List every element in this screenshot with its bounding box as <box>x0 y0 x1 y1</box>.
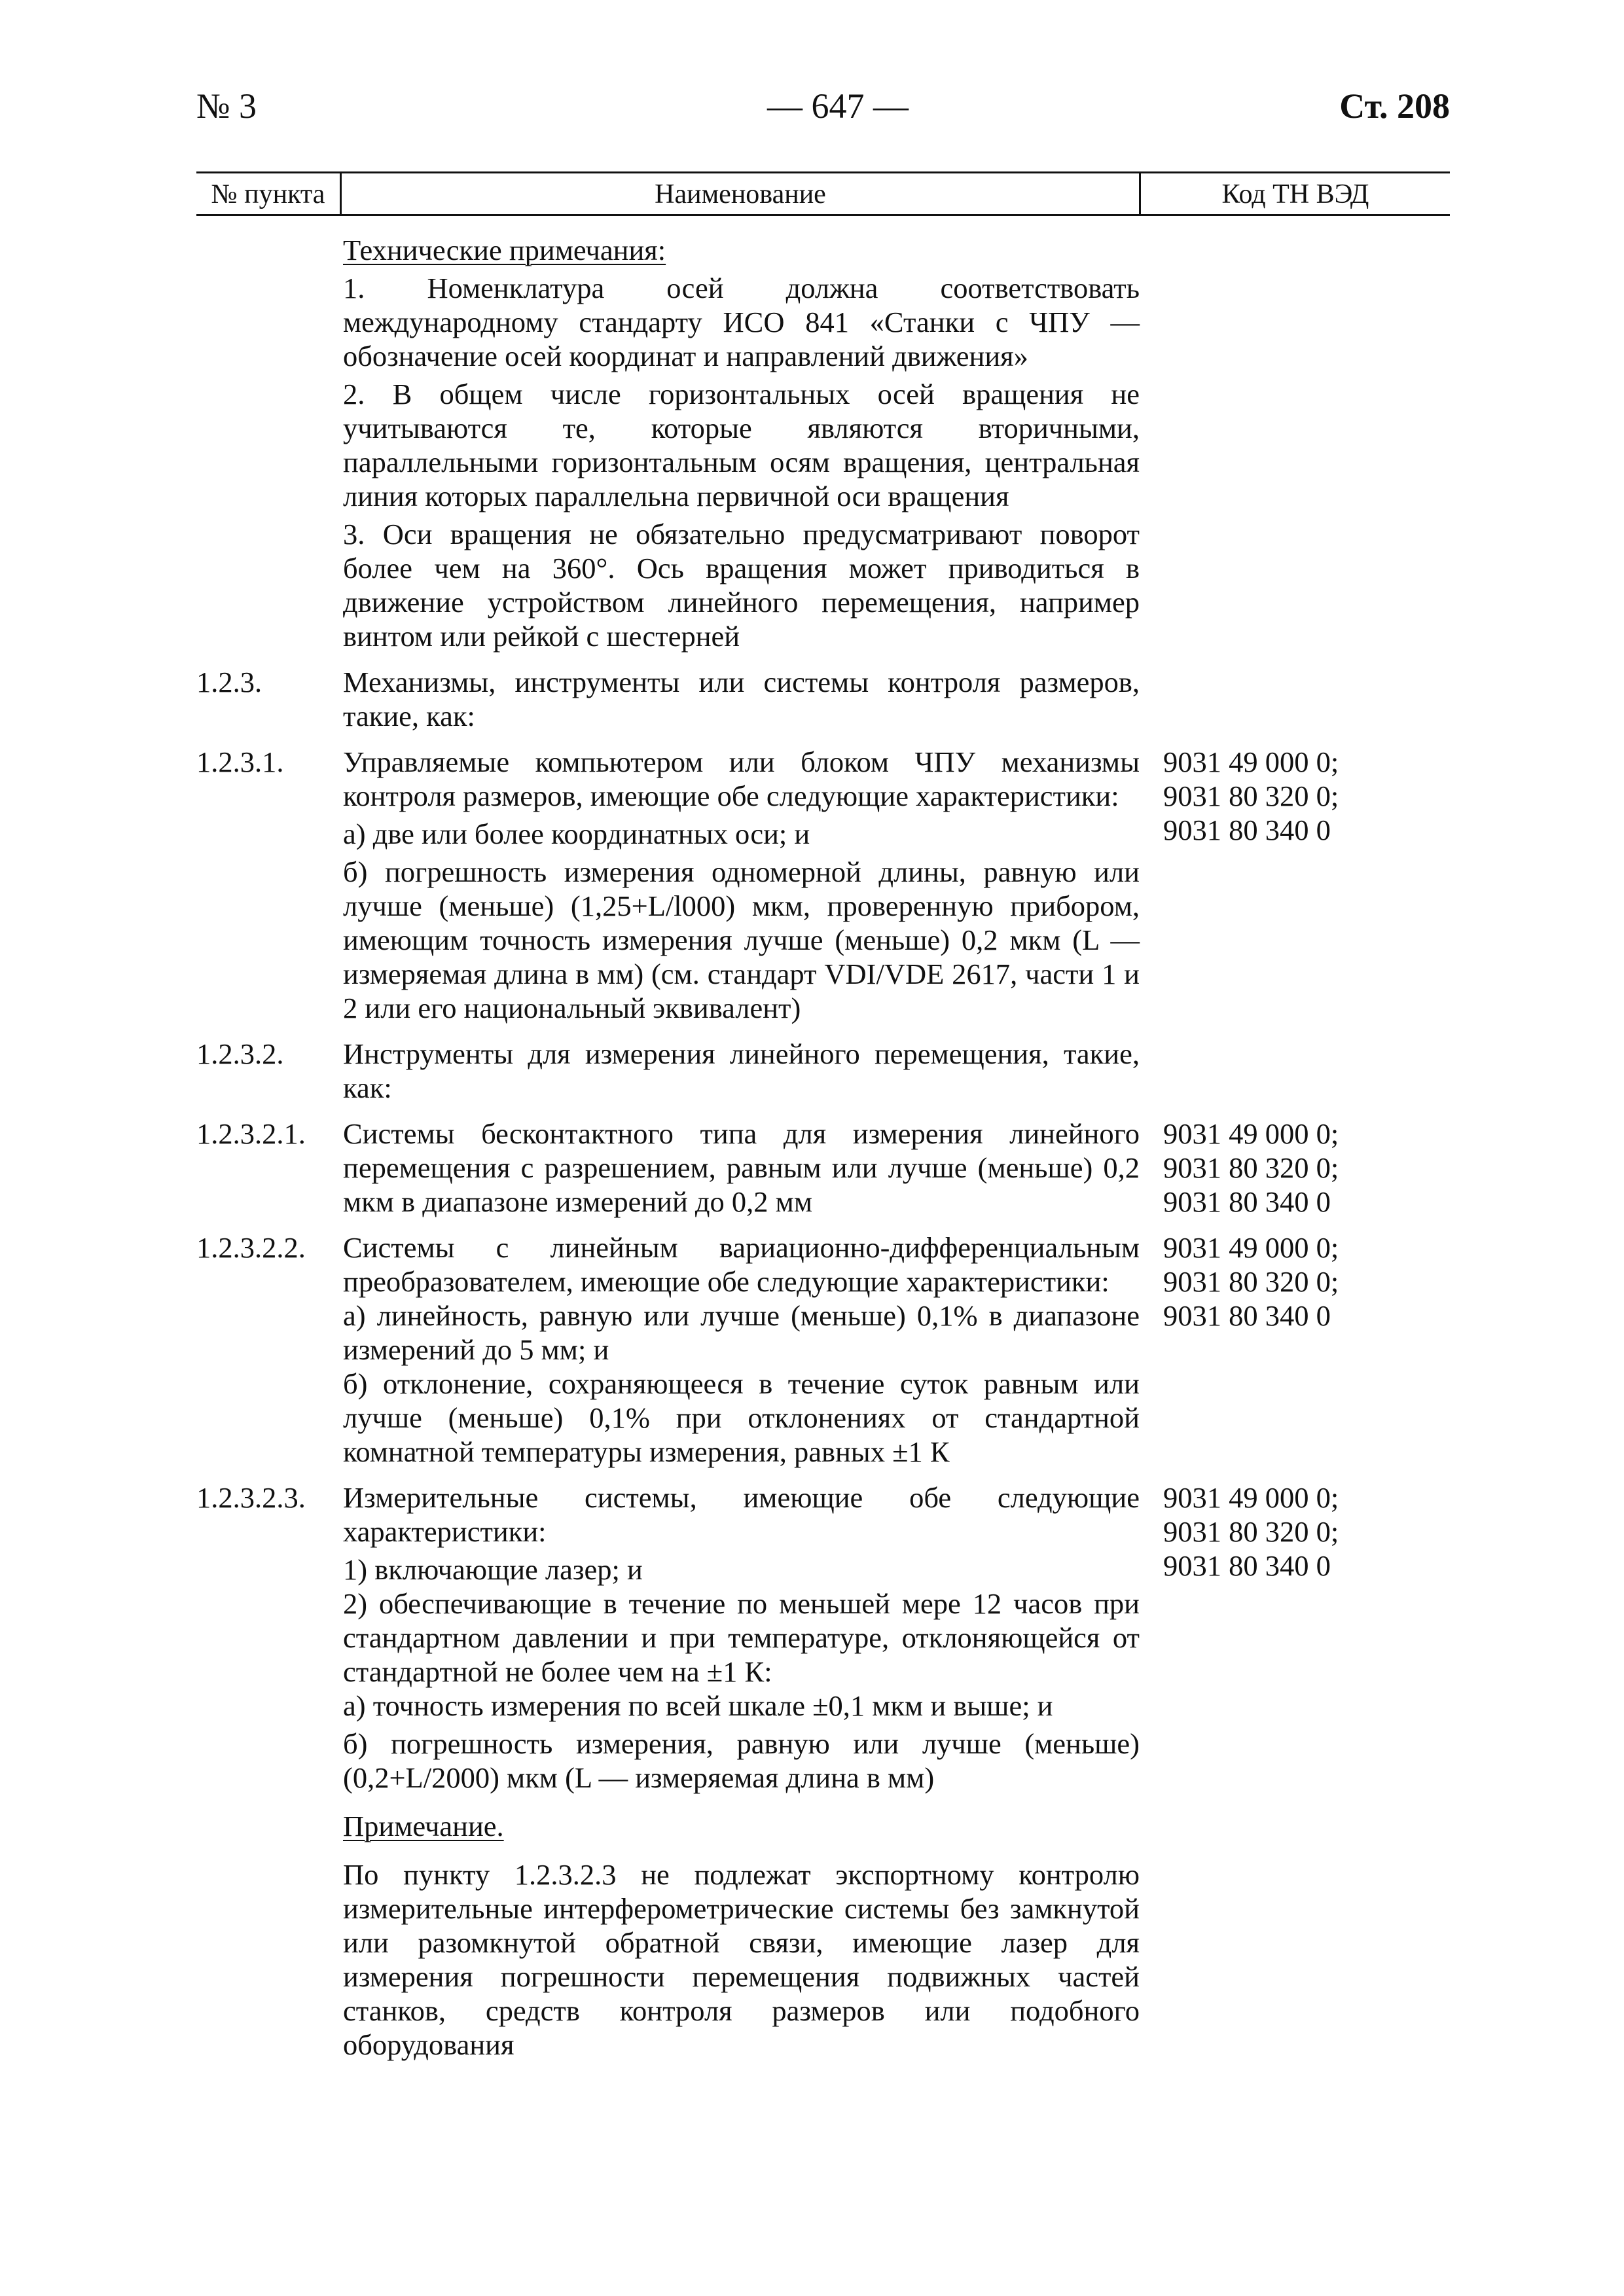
table-row <box>0 745 1624 1025</box>
tn-ved-codes <box>1163 1117 1451 1219</box>
tn-ved-code: 9031 49 000 0; <box>1163 1231 1339 1264</box>
document-body <box>0 229 1624 2073</box>
item-text: б) погрешность измерения одномерной длины, равную или лучше (меньше) (1,25+L/l000) мкм, проверенную прибором, имеющим точность измерения лучше (меньше) 0,2 мкм (L — измеряемая длина в мм) (см. стандарт VDI/VDE 2617, части 1 и 2 или его национальный эквивалент) <box>343 855 1140 1024</box>
tn-ved-code: 9031 80 320 0; <box>1163 1151 1339 1184</box>
item-number: 1.2.3.1. <box>196 745 284 778</box>
item-text: 2) обеспечивающие в течение по меньшей мере 12 часов при стандартном давлении и при температуре, отклоняющейся от стандартной не более чем на ±1 К: <box>343 1587 1140 1688</box>
tn-ved-code: 9031 80 320 0; <box>1163 1265 1339 1298</box>
column-header-number: № пункта <box>211 179 325 209</box>
header-bottom-rule <box>196 214 1450 216</box>
item-text: Управляемые компьютером или блоком ЧПУ механизмы контроля размеров, имеющие обе следующие характеристики: <box>343 745 1140 812</box>
tn-ved-code: 9031 49 000 0; <box>1163 1117 1339 1150</box>
tn-ved-code: 9031 80 320 0; <box>1163 780 1339 812</box>
table-row <box>0 665 1624 733</box>
technical-note-item: 2. В общем числе горизонтальных осей вращения не учитываются те, которые являются вторичными, параллельными горизонтальным осям вращения, центральная линия которых параллельна первичной оси вращения <box>343 378 1140 512</box>
item-text: 1) включающие лазер; и <box>343 1553 643 1586</box>
technical-notes <box>0 233 1624 653</box>
issue-number: № 3 <box>196 86 257 126</box>
technical-note-item: 1. Номенклатура осей должна соответствовать международному стандарту ИСО 841 «Станки с ЧПУ — обозначение осей координат и направлений движения» <box>343 272 1140 372</box>
table-column-header <box>196 171 1450 216</box>
item-text: Системы с линейным вариационно-дифференциальным преобразователем, имеющие обе следующие характеристики: <box>343 1231 1140 1298</box>
tn-ved-code: 9031 80 320 0; <box>1163 1515 1339 1548</box>
tn-ved-code: 9031 80 340 0 <box>1163 1549 1331 1582</box>
tn-ved-code: 9031 49 000 0; <box>1163 745 1339 778</box>
item-number: 1.2.3. <box>196 666 262 698</box>
technical-notes-title: Технические примечания: <box>343 234 666 266</box>
tn-ved-code: 9031 80 340 0 <box>1163 1299 1331 1332</box>
page-header <box>0 0 1624 170</box>
item-number: 1.2.3.2.3. <box>196 1481 306 1514</box>
technical-note-item: 3. Оси вращения не обязательно предусматривают поворот более чем на 360°. Ось вращения может приводиться в движение устройством линейного перемещения, например винтом или рейкой с шестерней <box>343 518 1140 653</box>
tn-ved-code: 9031 49 000 0; <box>1163 1481 1339 1514</box>
item-text: а) линейность, равную или лучше (меньше) 0,1% в диапазоне измерений до 5 мм; и <box>343 1299 1140 1366</box>
note-text: По пункту 1.2.3.2.3 не подлежат экспортному контролю измерительные интерферометрические системы без замкнутой или разомкнутой обратной связи, имеющие лазер для измерения погрешности перемещения подвижных частей станков, средств контроля размеров или подобного оборудования <box>343 1858 1140 2061</box>
table-row <box>0 1037 1624 1105</box>
item-text: Системы бесконтактного типа для измерения линейного перемещения с разрешением, равным или лучше (меньше) 0,2 мкм в диапазоне измерений до 0,2 мм <box>343 1117 1140 1218</box>
item-text: б) отклонение, сохраняющееся в течение суток равным или лучше (меньше) 0,1% при отклонениях от стандартной комнатной температуры измерения, равных ±1 К <box>343 1367 1140 1468</box>
table-row <box>0 1117 1624 1219</box>
tn-ved-code: 9031 80 340 0 <box>1163 814 1331 846</box>
tn-ved-code: 9031 80 340 0 <box>1163 1185 1331 1218</box>
item-text: Инструменты для измерения линейного перемещения, такие, как: <box>343 1037 1140 1104</box>
item-text: а) две или более координатных оси; и <box>343 817 810 850</box>
item-text: б) погрешность измерения, равную или лучше (меньше) (0,2+L/2000) мкм (L — измеряемая длина в мм) <box>343 1727 1140 1794</box>
column-header-code: Код ТН ВЭД <box>1221 179 1369 209</box>
table-row <box>0 1480 1624 2062</box>
item-number: 1.2.3.2.1. <box>196 1117 306 1150</box>
item-text: Механизмы, инструменты или системы контроля размеров, такие, как: <box>343 666 1140 732</box>
header-top-rule <box>196 171 1450 173</box>
tn-ved-codes <box>1163 1480 1451 1583</box>
page-number: — 647 — <box>767 86 909 126</box>
item-text: а) точность измерения по всей шкале ±0,1 мкм и выше; и <box>343 1689 1053 1722</box>
tn-ved-codes <box>1163 1230 1451 1333</box>
article-number: Ст. 208 <box>1339 86 1450 126</box>
note-title: Примечание. <box>343 1810 504 1842</box>
tn-ved-codes <box>1163 745 1451 847</box>
item-text: Измерительные системы, имеющие обе следующие характеристики: <box>343 1481 1140 1548</box>
item-number: 1.2.3.2.2. <box>196 1231 306 1264</box>
column-header-name: Наименование <box>655 179 826 209</box>
item-number: 1.2.3.2. <box>196 1037 284 1070</box>
table-row <box>0 1230 1624 1469</box>
